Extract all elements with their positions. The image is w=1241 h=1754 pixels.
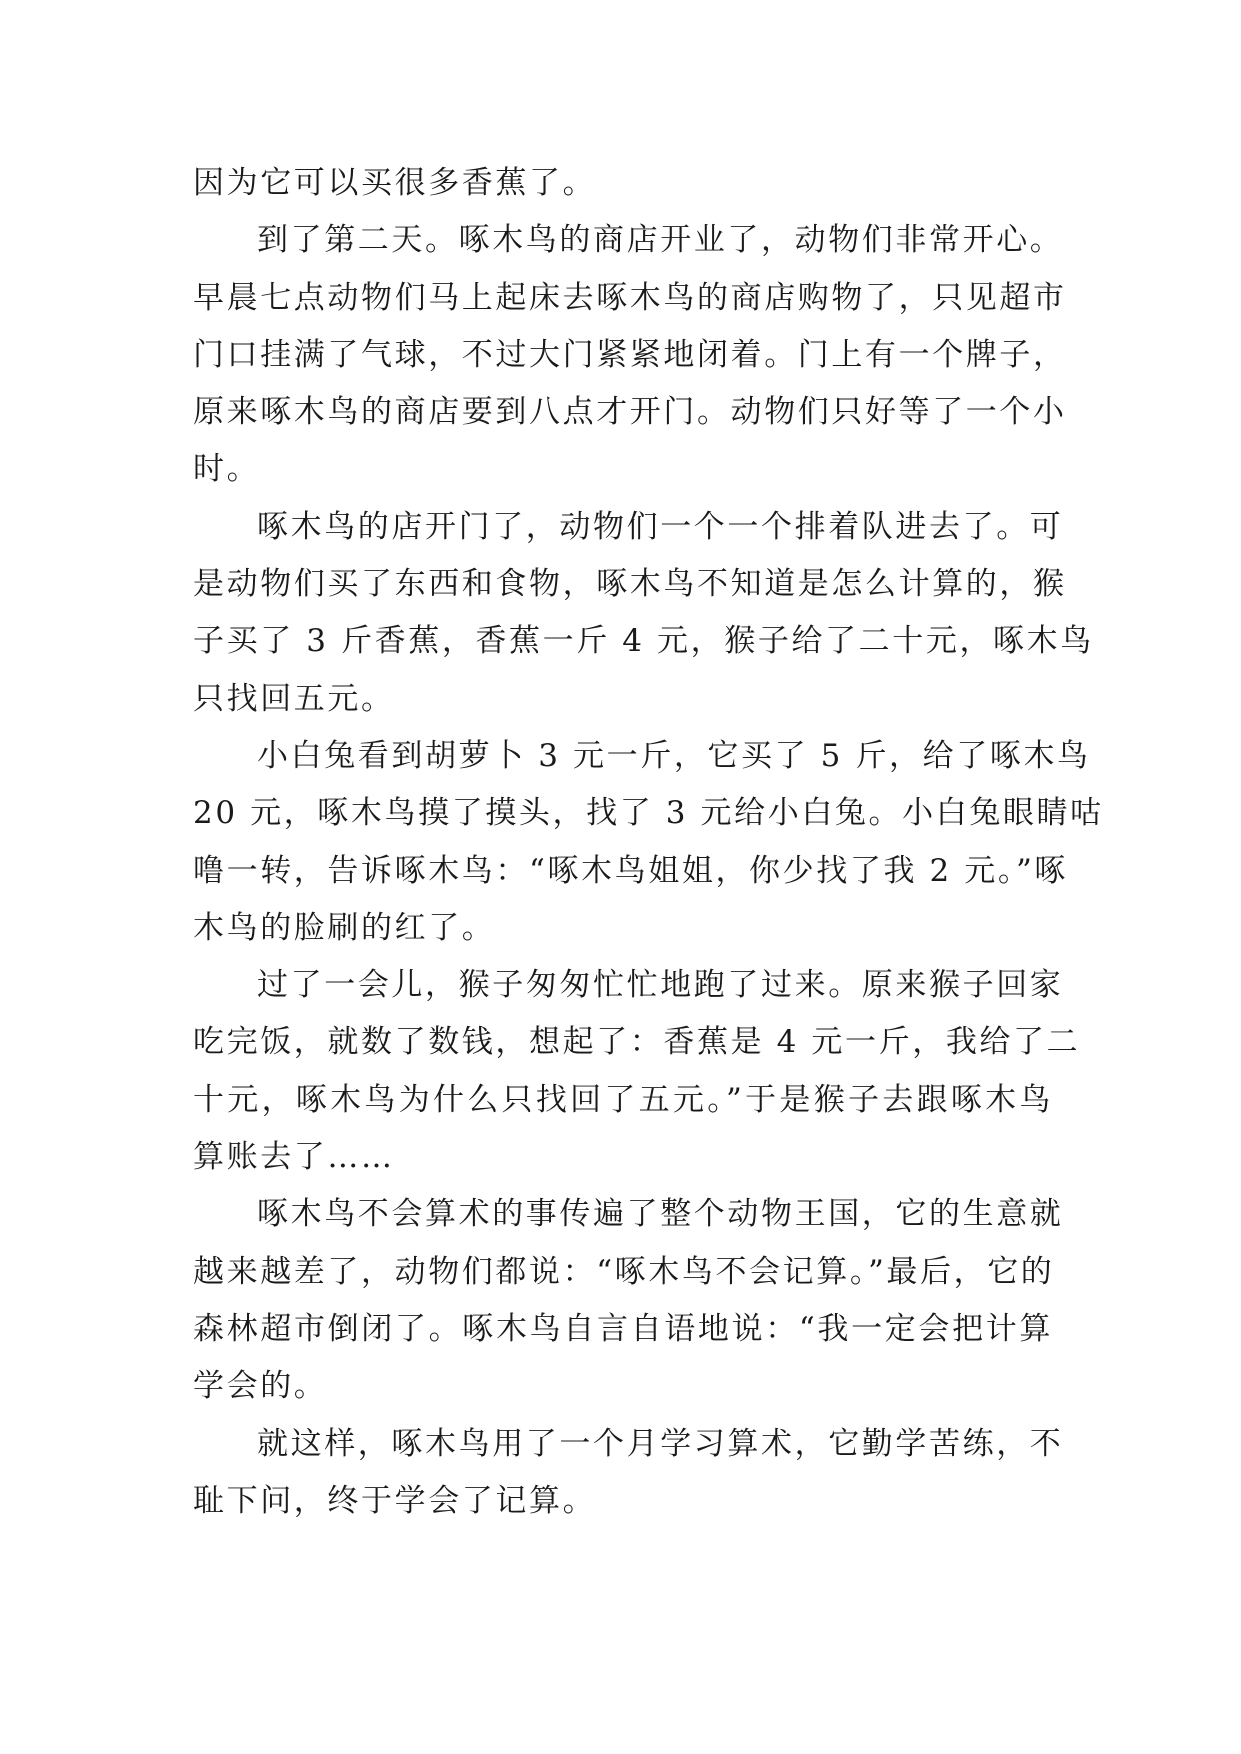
paragraph [193,957,1081,1186]
text-line: 20 元，啄木鸟摸了摸头，找了 3 元给小白兔。小白兔眼睛咕 [193,795,1104,832]
text-line: 十元，啄木鸟为什么只找回了五元。”于是猴子去跟啄木鸟 [193,1081,1053,1118]
text-line: 时。 [193,451,261,488]
text-line: 木鸟的脸刷的红了。 [193,909,496,946]
paragraph [193,155,1053,212]
text-line: 到了第二天。啄木鸟的商店开业了，动物们非常开心。 [257,222,1064,259]
text-line: 森林超市倒闭了。啄木鸟自言自语地说：“我一定会把计算 [193,1310,1053,1347]
paragraph [193,212,1067,498]
text-line: 过了一会儿，猴子匆匆忙忙地跑了过来。原来猴子回家 [257,967,1064,1004]
text-line: 耻下问，终于学会了记算。 [193,1482,597,1519]
text-line: 门口挂满了气球，不过大门紧紧地闭着。门上有一个牌子， [193,336,1067,373]
paragraph [193,1416,1064,1531]
text-line: 子买了 3 斤香蕉，香蕉一斤 4 元，猴子给了二十元，啄木鸟 [193,623,1094,660]
text-line: 原来啄木鸟的商店要到八点才开门。动物们只好等了一个小 [193,394,1067,431]
text-line: 就这样，啄木鸟用了一个月学习算术，它勤学苦练，不 [257,1425,1064,1462]
paragraph [193,728,1104,957]
text-line: 小白兔看到胡萝卜 3 元一斤，它买了 5 斤，给了啄木鸟 [257,737,1091,774]
text-line: 啄木鸟的店开门了，动物们一个一个排着队进去了。可 [257,508,1064,545]
text-line: 学会的。 [193,1368,328,1405]
text-line: 啄木鸟不会算术的事传遍了整个动物王国，它的生意就 [257,1196,1064,1233]
paragraph [193,1186,1064,1415]
text-line: 越来越差了，动物们都说：“啄木鸟不会记算。”最后，它的 [193,1253,1055,1290]
document-body [193,155,1104,1530]
text-line: 吃完饭，就数了数钱，想起了：香蕉是 4 元一斤，我给了二 [193,1024,1081,1061]
text-line: 因为它可以买很多香蕉了。 [193,165,597,201]
text-line: 噜一转，告诉啄木鸟：“啄木鸟姐姐，你少找了我 2 元。”啄 [193,852,1069,889]
text-line: 是动物们买了东西和食物，啄木鸟不知道是怎么计算的，猴 [193,566,1067,603]
text-line: 只找回五元。 [193,680,395,717]
text-line: 早晨七点动物们马上起床去啄木鸟的商店购物了，只见超市 [193,279,1067,316]
text-line: 算账去了…… [193,1139,395,1176]
paragraph [193,499,1094,728]
